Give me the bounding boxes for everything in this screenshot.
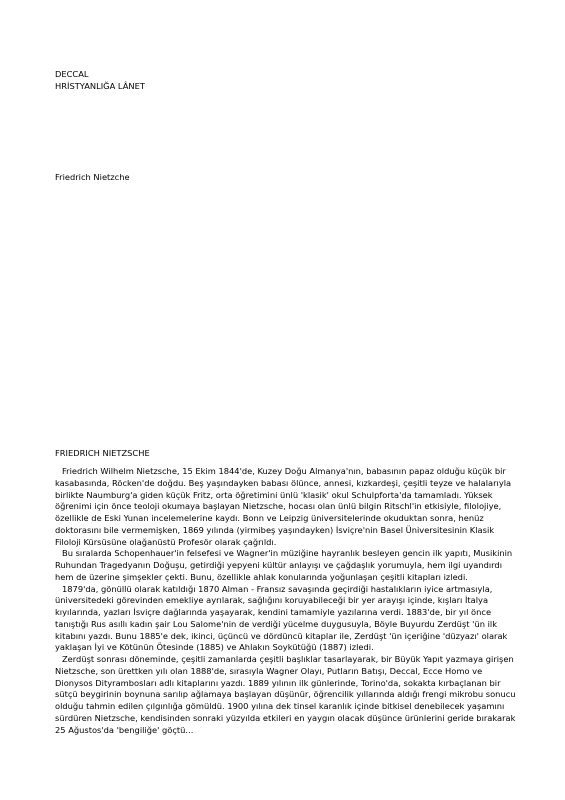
title-line-2: HRİSTYANLIĞA LÂNET (55, 81, 145, 91)
biography-text (55, 466, 520, 736)
title-line-1: DECCAL (55, 69, 89, 79)
paragraph: Zerdüşt sonrası döneminde, çeşitli zamanlarda çeşitli başlıklar tasarlayarak, bir Büyük Yapıt yazmaya girişen Nietzsche, son ürettken yılı olan 1888'de, sırasıyla Wagner Olayı, Putların Batışı, Deccal, Ecce Homo ve Dionysos Dityrambosları adlı kitaplarını yazdı. 1889 yılının ilk günlerinde, Torino'da, sokakta kırbaçlanan bir sütçü beygirinin boynuna sarılıp ağlamaya başlayan düşünür, öğrencilik yıllarında aldığı frengi mikrobu sonucu olduğu tahmin edilen çılgınlığa gömüldü. 1900 yılına dek tinsel karanlık içinde bitkisel denebilecek yaşamını sürdüren Nietzsche, kendisinden sonraki yüzyılda etkileri en yaygın olacak düşünce ürünlerini geride bırakarak 25 Ağustos'da 'bengiliğe' göçtü... (55, 654, 516, 735)
paragraph: 1879'da, gönüllü olarak katıldığı 1870 Alman - Fransız savaşında geçirdiği hastalıkların iyice artmasıyla, üniversitedeki görevinden emekliye ayrılarak, sağlığını koruyabileceği bir yer arayışı içinde, kışları İtalya kıyılarında, yazları İsviçre dağlarında yaşayarak, kendini tamamiyle yazılarına verdi. 1883'de, bir yıl önce tanıştığı Rus asıllı kadın şair Lou Salome'nin de verdiği yücelme duygusuyla, Böyle Buyurdu Zerdüşt 'ün ilk kitabını yazdı. Bunu 1885'e dek, ikinci, üçüncü ve dördüncü kitaplar ile, Zerdüşt 'ün içeriğine 'düzyazı' olarak yaklaşan İyi ve Kötünün Ötesinde (1885) ve Ahlakın Soykütüğü (1887) izledi. (55, 583, 508, 653)
author-name: Friedrich Nietzche (55, 172, 130, 182)
section-heading: FRIEDRICH NIETZSCHE (55, 448, 150, 458)
paragraph: Friedrich Wilhelm Nietzsche, 15 Ekim 1844'de, Kuzey Doğu Almanya'nın, babasının papaz olduğu küçük bir kasabasında, Röcken'de doğdu. Beş yaşındayken babası ölünce, annesi, kızkardeşi, çeşitli teyze ve halalarıyla birlikte Naumburg'a giden küçük Fritz, orta öğretimini ünlü 'klasik' okul Schulpforta'da tamamladı. Yüksek öğrenimi için önce teoloji okumaya başlayan Nietzsche, hocası olan ünlü bilgin Ritschl'in etkisiyle, filolojiye, özellikle de Eski Yunan incelemelerine kaydı. Bonn ve Leipzig üniversitelerinde okuduktan sonra, henüz doktorasını bile vermemişken, 1869 yılında (yirmibeş yaşındayken) İsviçre'nin Basel Üniversitesinin Klasik Filoloji Kürsüsüne olağanüstü Profesör olarak çağrıldı. (55, 466, 512, 547)
paragraph: Bu sıralarda Schopenhauer'in felsefesi ve Wagner'in müziğine hayranlık besleyen gencin ilk yapıtı, Musikinin Ruhundan Tragedyanın Doğuşu, getirdiği yepyeni kültür anlayışı ve çağdaşlık yorumuyla, hem ilgi uyandırdı hem de üzerine şimşekler çekti. Bunu, özellikle ahlak konularında yoğunlaşan çeşitli kitapları izledi. (55, 548, 513, 582)
